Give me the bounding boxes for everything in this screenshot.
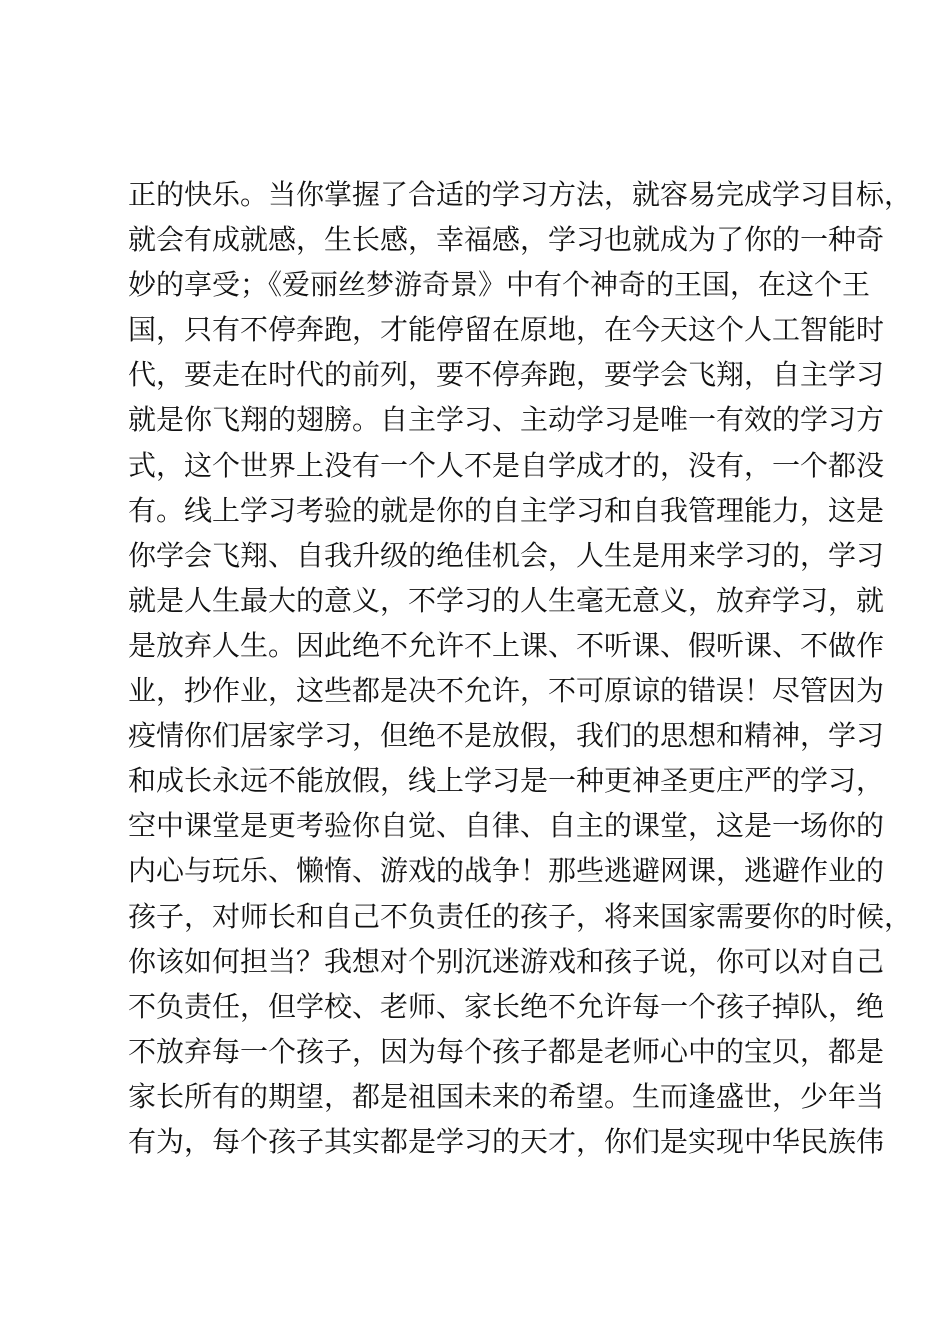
text-line: 就是人生最大的意义，不学习的人生毫无意义，放弃学习，就: [128, 583, 885, 617]
text-line: 不放弃每一个孩子，因为每个孩子都是老师心中的宝贝，都是: [128, 1034, 885, 1068]
text-line: 你学会飞翔、自我升级的绝佳机会，人生是用来学习的，学习: [128, 538, 885, 572]
text-line: 有。线上学习考验的就是你的自主学习和自我管理能力，这是: [128, 493, 885, 527]
text-line: 你该如何担当？我想对个别沉迷游戏和孩子说，你可以对自己: [128, 944, 885, 978]
body-paragraph: [128, 172, 913, 1164]
text-line: 业，抄作业，这些都是决不允许，不可原谅的错误！尽管因为: [128, 674, 885, 708]
text-line: 国，只有不停奔跑，才能停留在原地，在今天这个人工智能时: [128, 313, 885, 347]
text-line: 就会有成就感，生长感，幸福感，学习也就成为了你的一种奇: [128, 223, 885, 257]
text-line: 妙的享受；《爱丽丝梦游奇景》中有个神奇的王国，在这个王: [128, 268, 871, 302]
text-line: 正的快乐。当你掌握了合适的学习方法，就容易完成学习目标，: [128, 178, 913, 211]
text-line: 空中课堂是更考验你自觉、自律、自主的课堂，这是一场你的: [128, 809, 885, 843]
text-line: 代，要走在时代的前列，要不停奔跑，要学会飞翔，自主学习: [128, 358, 885, 392]
text-line: 不负责任，但学校、老师、家长绝不允许每一个孩子掉队，绝: [128, 989, 885, 1023]
text-line: 家长所有的期望，都是祖国未来的希望。生而逢盛世，少年当: [128, 1079, 885, 1113]
text-line: 有为，每个孩子其实都是学习的天才，你们是实现中华民族伟: [128, 1124, 885, 1158]
text-line: 疫情你们居家学习，但绝不是放假，我们的思想和精神，学习: [128, 719, 885, 753]
text-line: 是放弃人生。因此绝不允许不上课、不听课、假听课、不做作: [128, 628, 885, 662]
text-line: 和成长永远不能放假，线上学习是一种更神圣更庄严的学习，: [128, 764, 885, 798]
text-line: 式，这个世界上没有一个人不是自学成才的，没有，一个都没: [128, 448, 885, 482]
text-line: 内心与玩乐、懒惰、游戏的战争！那些逃避网课，逃避作业的: [128, 854, 885, 888]
text-line: 就是你飞翔的翅膀。自主学习、主动学习是唯一有效的学习方: [128, 403, 885, 437]
text-line: 孩子，对师长和自己不负责任的孩子，将来国家需要你的时候，: [128, 899, 913, 933]
